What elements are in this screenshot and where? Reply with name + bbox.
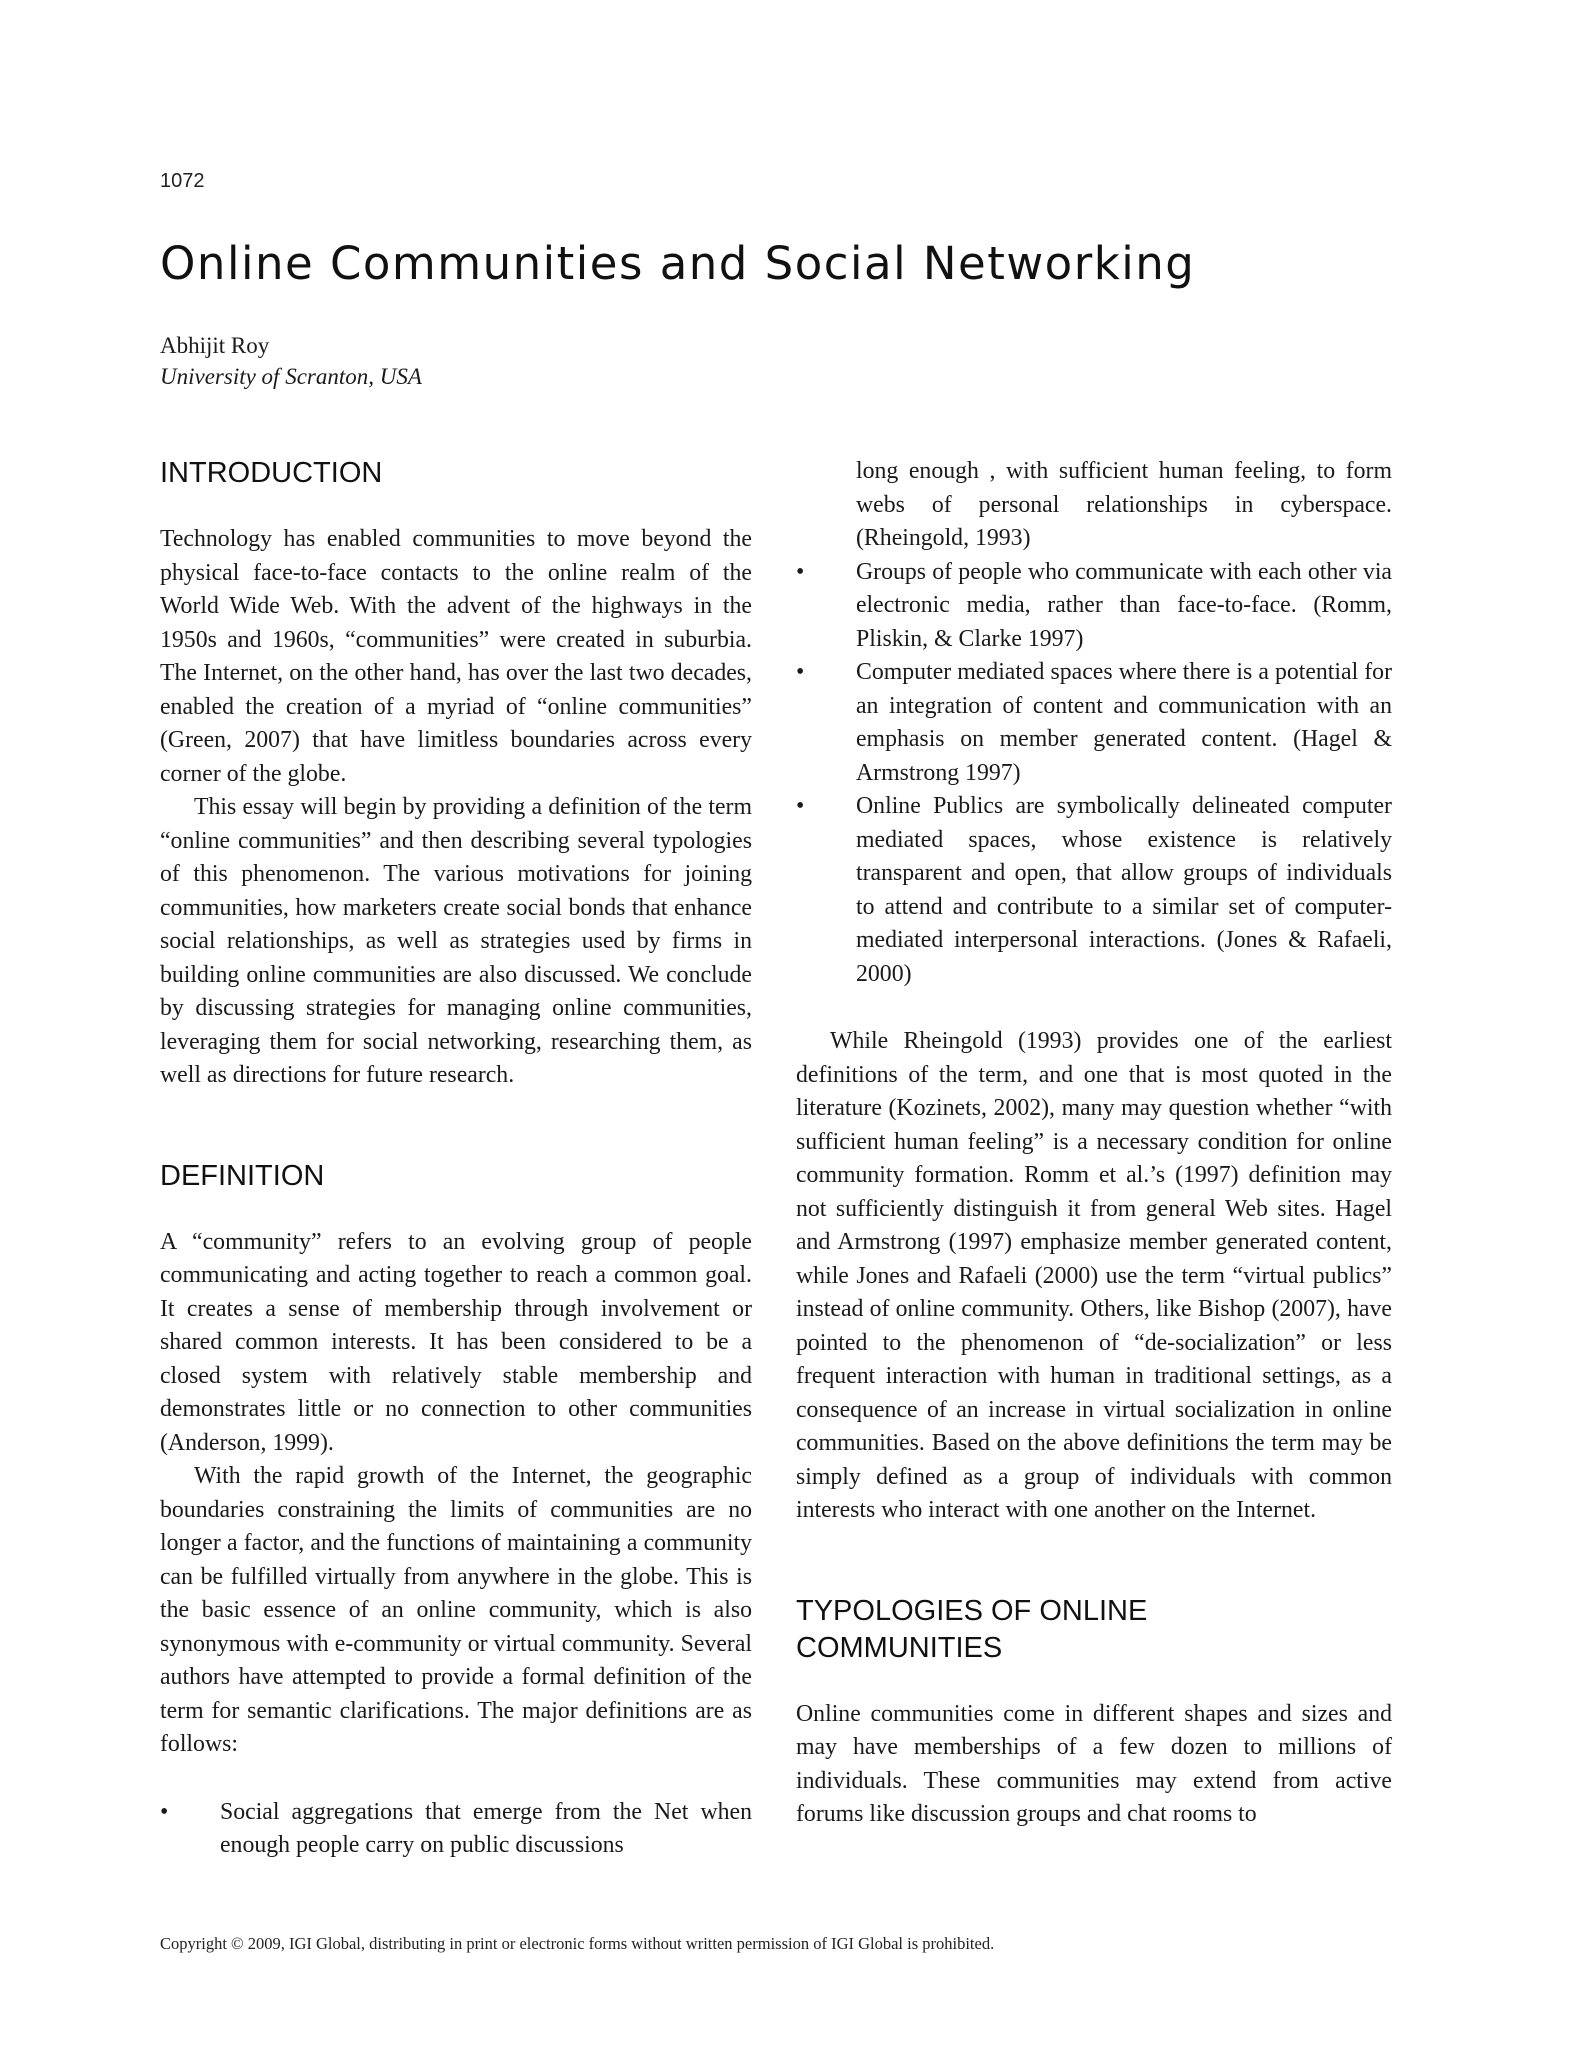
article-title: Online Communities and Social Networking bbox=[160, 237, 1196, 290]
author-affiliation: University of Scranton, USA bbox=[160, 364, 422, 389]
definition-paragraph-1: A “community” refers to an evolving group of people communicating and acting together to reach a common goal. It creates a sense of membership through involvement or shared common interests. It has been considered to be a closed system with relatively stable membership and demonstrates little or no connection to other communities (Anderson, 1999). bbox=[160, 1228, 752, 1456]
definition-discussion-paragraph: While Rheingold (1993) provides one of the earliest definitions of the term, and one that is most quoted in the literature (Kozinets, 2002), many may question whether “with sufficient human feeling” is a necessary condition for online community formation. Romm et al.’s (1997) definition may not sufficiently distinguish it from general Web sites. Hagel and Armstrong (1997) emphasize member generated content, while Jones and Rafaeli (2000) use the term “virtual publics” instead of online community. Others, like Bishop (2007), have pointed to the phenomenon of “de-socialization” or less frequent interaction with human in traditional settings, as a consequence of an increase in virtual socialization in online communities. Based on the above definitions the term may be simply defined as a group of individuals with common interests who interact with one another on the Internet. bbox=[796, 1028, 1392, 1523]
list-item-text: Computer mediated spaces where there is a potential for an integration of content and communication with an emphasis on member generated content. (Hagel & Armstrong 1997) bbox=[856, 659, 1392, 786]
bullet-marker: • bbox=[796, 659, 805, 685]
list-item bbox=[160, 1796, 752, 1863]
introduction-paragraph-2: This essay will begin by providing a definition of the term “online communities” and then describing several typologies of this phenomenon. The various motivations for joining communities, how marketers create social bonds that enhance social relationships, as well as strategies used by firms in building online communities are also discussed. We conclude by discussing strategies for managing online communities, leveraging them for social networking, researching them, as well as directions for future research. bbox=[160, 794, 752, 1088]
list-item-text: Social aggregations that emerge from the Net when enough people carry on public discussions bbox=[220, 1798, 752, 1858]
typologies-heading-line-1: TYPOLOGIES OF ONLINE bbox=[796, 1594, 1148, 1627]
typologies-paragraph: Online communities come in different shapes and sizes and may have memberships of a few dozen to millions of individuals. These communities may extend from active forums like discussion groups and chat rooms to bbox=[796, 1700, 1392, 1827]
list-item-text: long enough , with sufficient human feeling, to form webs of personal relationships in cyberspace. (Rheingold, 1993) bbox=[856, 458, 1392, 551]
typologies-heading-line-2: COMMUNITIES bbox=[796, 1631, 1003, 1664]
list-item-text: Groups of people who communicate with each other via electronic media, rather than face-to-face. (Romm, Pliskin, & Clarke 1997) bbox=[856, 558, 1392, 652]
section-heading-definition: DEFINITION bbox=[160, 1159, 325, 1192]
right-column bbox=[796, 455, 1392, 1832]
definitions-list-continued bbox=[796, 455, 1392, 991]
list-item bbox=[796, 656, 1392, 790]
introduction-paragraph-1: Technology has enabled communities to move beyond the physical face-to-face contacts to the online realm of the World Wide Web. With the advent of the highways in the 1950s and 1960s, “communities” were created in suburbia. The Internet, on the other hand, has over the last two decades, enabled the creation of a myriad of “online communities” (Green, 2007) that have limitless boundaries across every corner of the globe. bbox=[160, 526, 752, 787]
list-item bbox=[796, 790, 1392, 991]
definition-paragraph-2: With the rapid growth of the Internet, the geographic boundaries constraining the limits of communities are no longer a factor, and the functions of maintaining a community can be fulfilled virtually from anywhere in the globe. This is the basic essence of an online community, which is also synonymous with e-community or virtual community. Several authors have attempted to provide a formal definition of the term for semantic clarifications. The major definitions are as follows: bbox=[160, 1463, 752, 1757]
list-item bbox=[796, 556, 1392, 657]
page-number: 1072 bbox=[160, 170, 205, 192]
list-item bbox=[796, 455, 1392, 556]
copyright-notice: Copyright © 2009, IGI Global, distributing in print or electronic forms without written permission of IGI Global is prohibited. bbox=[160, 1934, 995, 1953]
author-block bbox=[160, 330, 422, 392]
bullet-marker: • bbox=[160, 1798, 169, 1825]
bullet-marker: • bbox=[796, 558, 805, 585]
bullet-marker: • bbox=[796, 793, 805, 819]
list-item-text: Online Publics are symbolically delineated computer mediated spaces, whose existence is relatively transparent and open, that allow groups of individuals to attend and contribute to a similar set of computer-mediated interpersonal interactions. (Jones & Rafaeli, 2000) bbox=[856, 793, 1392, 987]
section-heading-introduction: INTRODUCTION bbox=[160, 457, 383, 489]
author-name: Abhijit Roy bbox=[160, 333, 270, 358]
definitions-list-start bbox=[160, 1796, 752, 1863]
section-heading-typologies bbox=[796, 1593, 1392, 1667]
left-column bbox=[160, 455, 752, 1863]
